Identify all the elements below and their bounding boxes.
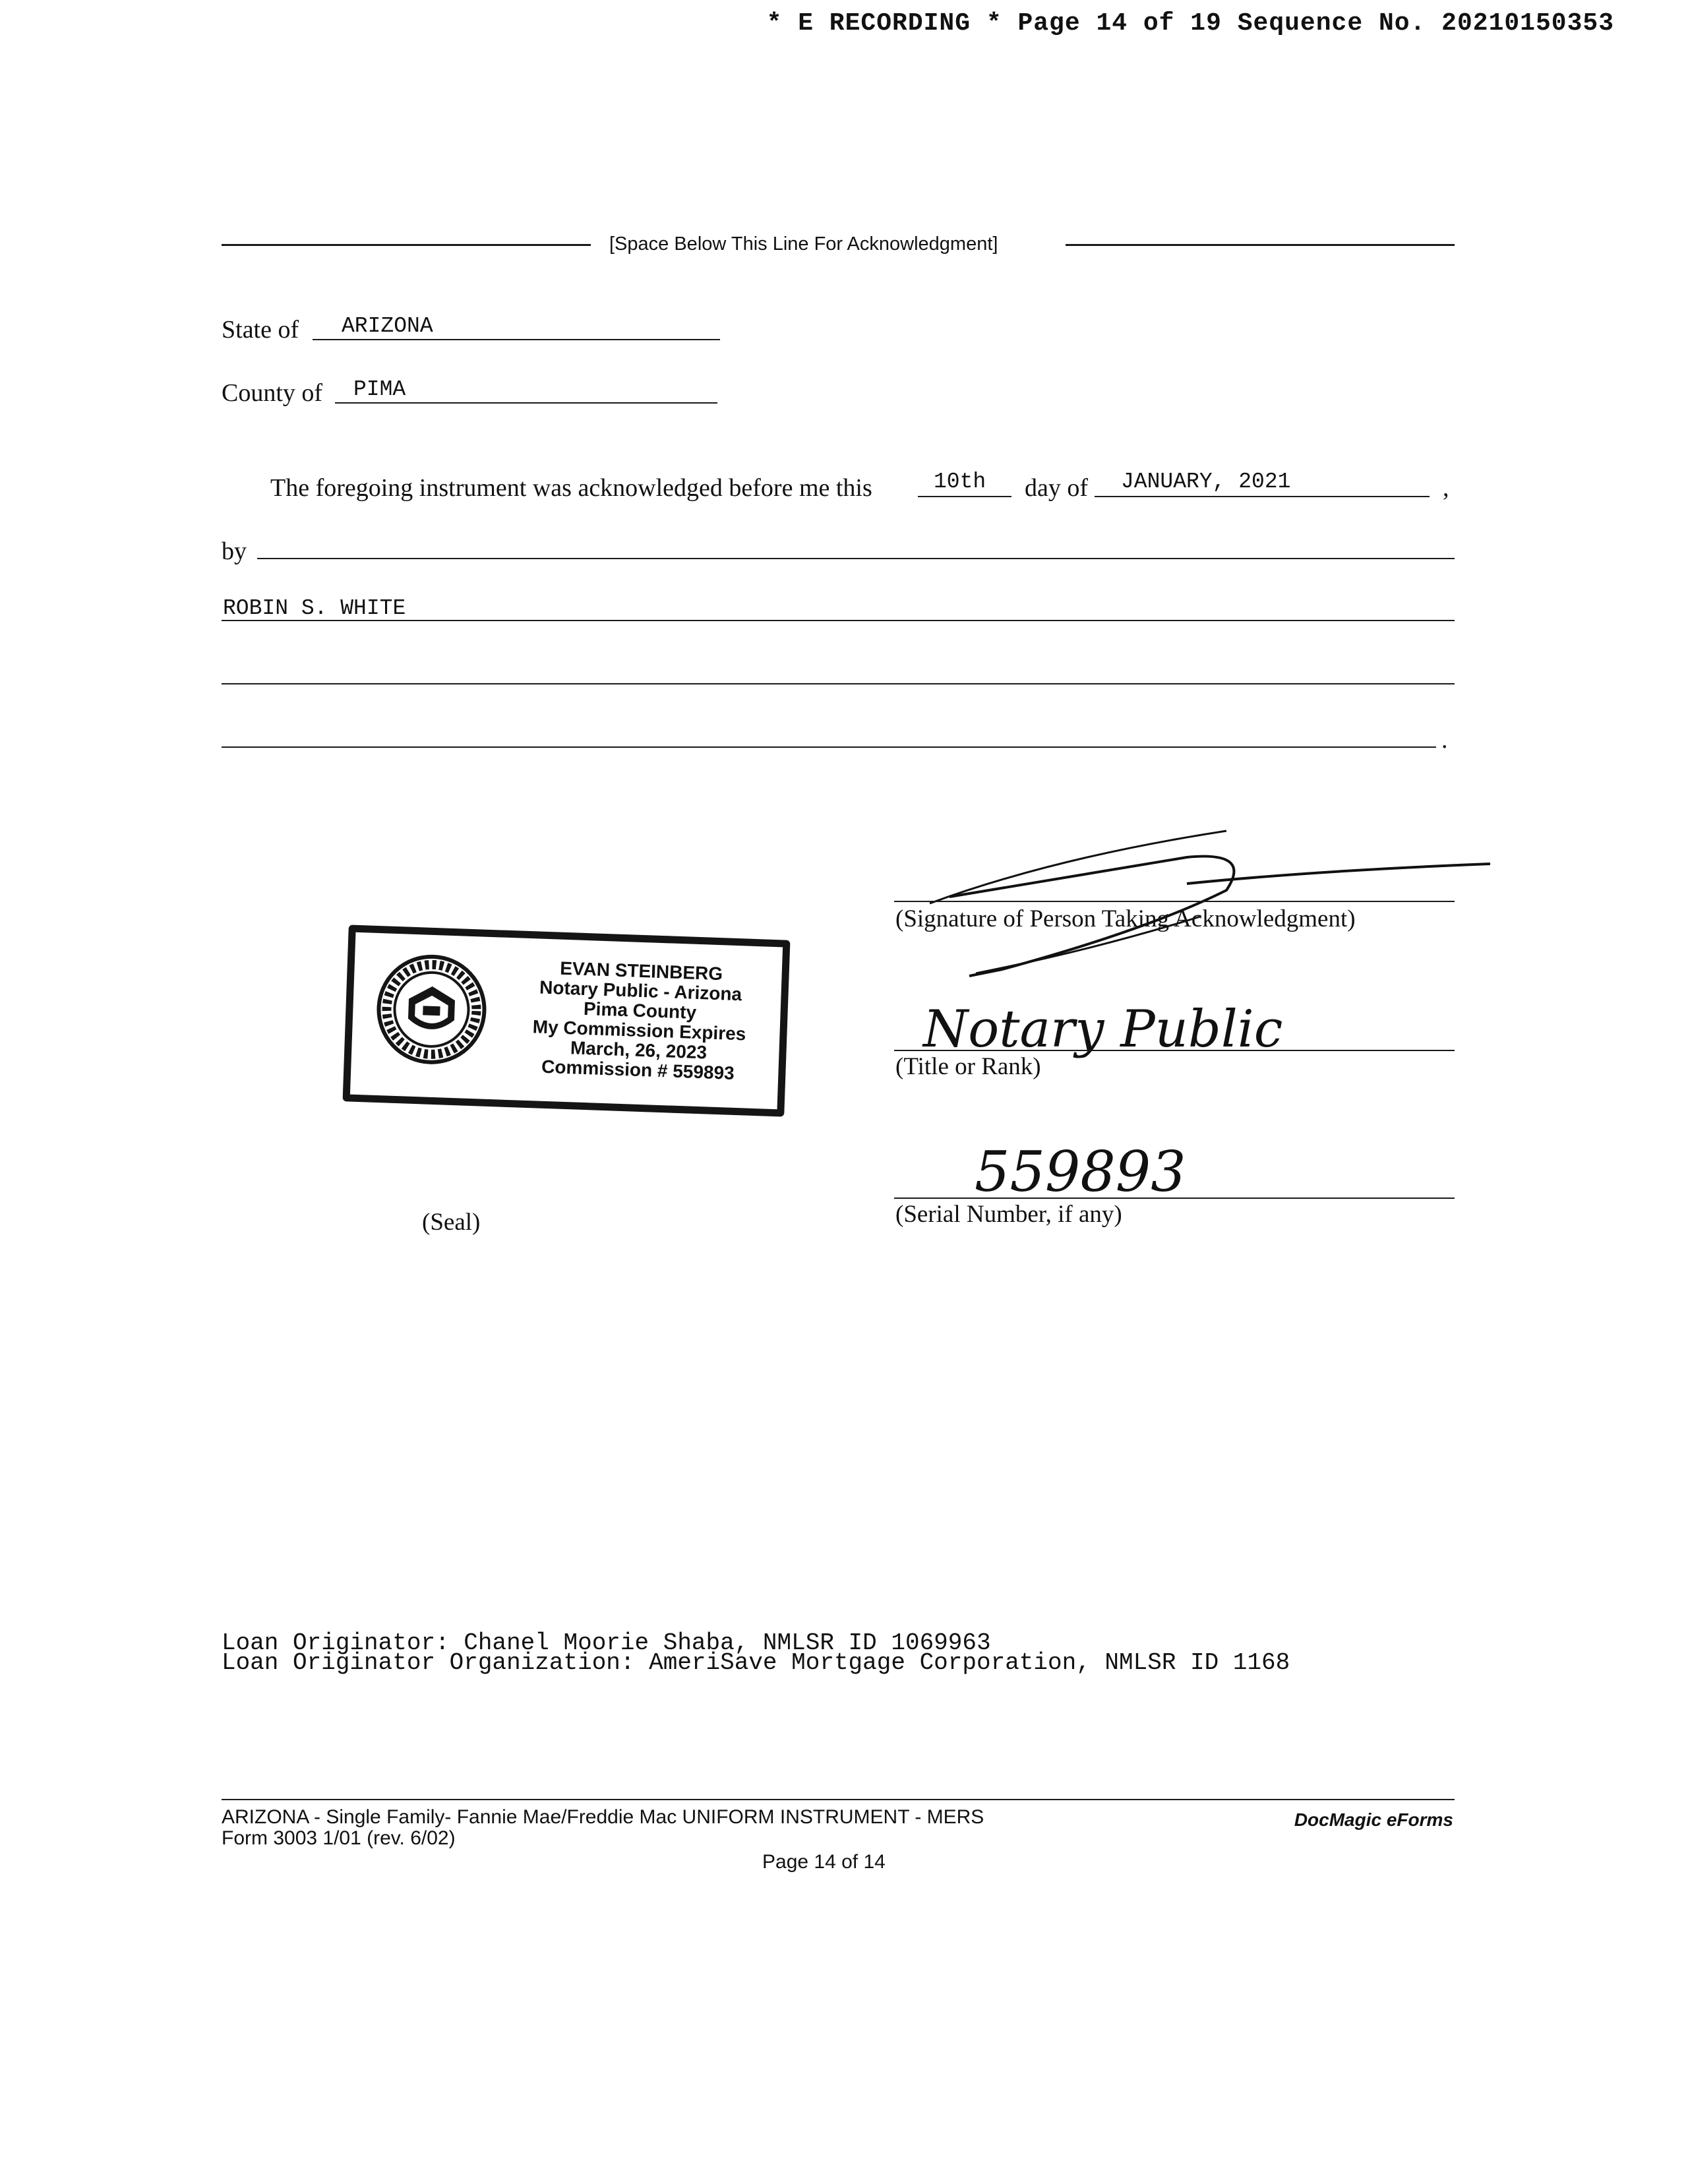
county-label: County of xyxy=(222,379,323,407)
title-handwritten: Notary Public xyxy=(923,1000,1283,1059)
form-title: ARIZONA - Single Family- Fannie Mae/Freddie Mac UNIFORM INSTRUMENT - MERS xyxy=(222,1806,984,1828)
title-caption: (Title or Rank) xyxy=(895,1053,1041,1080)
notary-signature-icon xyxy=(857,818,1490,989)
signature-caption: (Signature of Person Taking Acknowledgment) xyxy=(895,905,1356,932)
day-underline xyxy=(918,496,1011,497)
month-underline xyxy=(1095,496,1430,497)
day-value: 10th xyxy=(934,470,986,494)
day-of-label: day of xyxy=(1025,474,1089,502)
county-value: PIMA xyxy=(353,377,406,402)
commission-number: Commission # 559893 xyxy=(541,1056,735,1083)
page-number: Page 14 of 14 xyxy=(762,1851,886,1873)
title-line xyxy=(894,1050,1455,1051)
arizona-seal-icon xyxy=(374,952,490,1068)
state-underline xyxy=(313,339,720,340)
by-line-3 xyxy=(222,683,1455,684)
notary-county: Pima County xyxy=(583,998,697,1023)
notary-title: Notary Public - Arizona xyxy=(539,977,742,1005)
commission-expires-date: March, 26, 2023 xyxy=(570,1037,708,1063)
serial-line xyxy=(894,1198,1455,1199)
commission-expires-label: My Commission Expires xyxy=(532,1016,746,1045)
recording-stamp: * E RECORDING * Page 14 of 19 Sequence No. 20210150353 xyxy=(766,9,1614,38)
acknowledgment-divider-label: [Space Below This Line For Acknowledgment] xyxy=(609,233,998,255)
by-line-4 xyxy=(222,746,1436,748)
trailing-period: . xyxy=(1441,726,1448,754)
state-value: ARIZONA xyxy=(342,314,433,338)
by-label: by xyxy=(222,537,247,565)
seal-caption: (Seal) xyxy=(422,1209,481,1236)
signer-name: ROBIN S. WHITE xyxy=(223,596,406,621)
state-label: State of xyxy=(222,316,299,344)
signature-line xyxy=(894,901,1455,902)
divider-left-rule xyxy=(222,244,591,246)
footer-rule xyxy=(222,1799,1455,1800)
notary-seal-stamp xyxy=(343,925,791,1116)
serial-handwritten: 559893 xyxy=(975,1139,1186,1204)
serial-caption: (Serial Number, if any) xyxy=(895,1201,1122,1228)
by-line-1 xyxy=(257,558,1455,559)
trailing-comma: , xyxy=(1443,474,1449,502)
notary-name: EVAN STEINBERG xyxy=(559,957,723,985)
divider-right-rule xyxy=(1066,244,1455,246)
docmagic-logo: DocMagic eForms xyxy=(1294,1809,1453,1830)
loan-originator-organization: Loan Originator Organization: AmeriSave Mortgage Corporation, NMLSR ID 1168 xyxy=(222,1649,1290,1676)
county-underline xyxy=(335,402,717,404)
month-year-value: JANUARY, 2021 xyxy=(1121,470,1291,494)
by-line-2 xyxy=(222,620,1455,621)
acknowledgment-sentence: The foregoing instrument was acknowledged before me this xyxy=(270,474,872,502)
loan-originator: Loan Originator: Chanel Moorie Shaba, NMLSR ID 1069963 xyxy=(222,1629,991,1656)
form-number: Form 3003 1/01 (rev. 6/02) xyxy=(222,1827,456,1849)
